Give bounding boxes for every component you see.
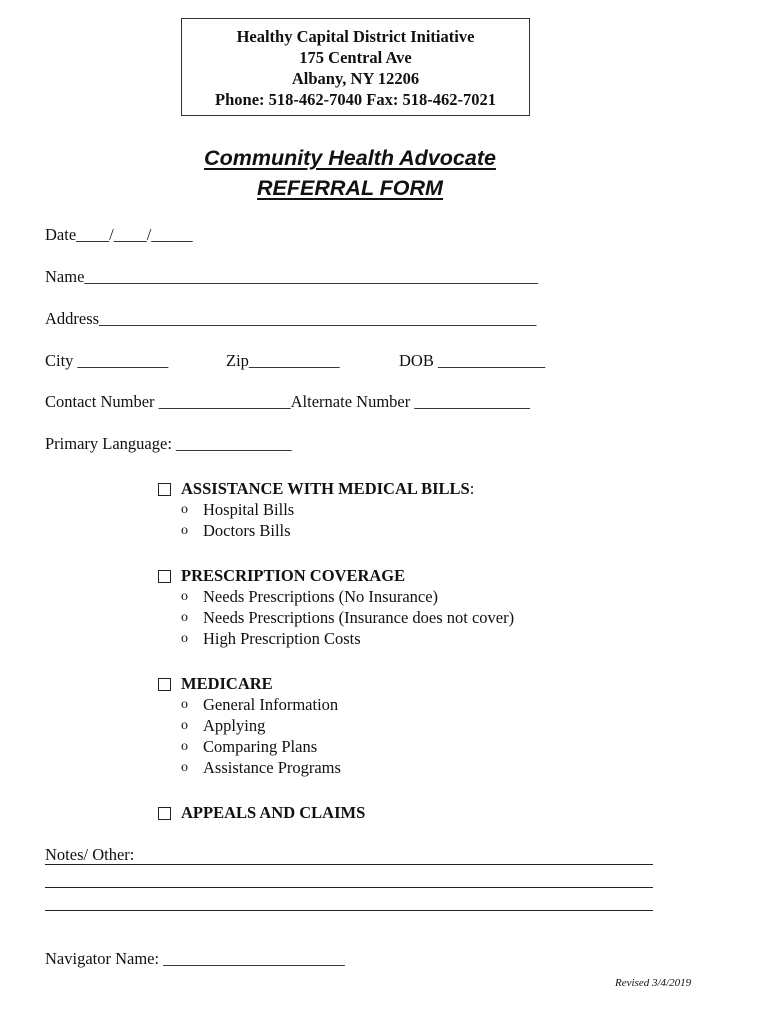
bullet-marker: o <box>181 523 188 538</box>
zip-field[interactable]: Zip___________ <box>226 351 340 370</box>
section-item-label: High Prescription Costs <box>203 629 361 648</box>
section-0-checkbox[interactable] <box>158 483 171 496</box>
notes-line-2[interactable] <box>45 887 653 888</box>
notes-label: Notes/ Other: <box>45 845 135 864</box>
bullet-marker: o <box>181 589 188 604</box>
primary-language-field[interactable]: Primary Language: ______________ <box>45 434 292 453</box>
bullet-marker: o <box>181 697 188 712</box>
section-item-label: Hospital Bills <box>203 500 295 519</box>
revised-date: Revised 3/4/2019 <box>615 977 692 989</box>
form-subtitle: REFERRAL FORM <box>257 176 443 200</box>
section-item-label: Doctors Bills <box>203 521 291 540</box>
section-2-header <box>158 674 273 694</box>
section-item-label: Comparing Plans <box>203 737 318 756</box>
section-0-item <box>181 521 291 541</box>
organization-header-box <box>181 18 530 116</box>
section-3-header <box>158 803 365 823</box>
navigator-name-field[interactable]: Navigator Name: ______________________ <box>45 949 345 968</box>
bullet-marker: o <box>181 760 188 775</box>
section-2-item <box>181 716 265 736</box>
section-1-item <box>181 608 514 628</box>
section-1-header <box>158 566 405 586</box>
city-field[interactable]: City ___________ <box>45 351 169 370</box>
section-item-label: Needs Prescriptions (No Insurance) <box>203 587 439 606</box>
section-label: ASSISTANCE WITH MEDICAL BILLS <box>181 479 470 498</box>
section-2-item <box>181 737 317 757</box>
bullet-marker: o <box>181 610 188 625</box>
section-item-label: Assistance Programs <box>203 758 341 777</box>
section-item-label: Applying <box>203 716 266 735</box>
section-3-checkbox[interactable] <box>158 807 171 820</box>
dob-field[interactable]: DOB _____________ <box>399 351 546 370</box>
section-label: PRESCRIPTION COVERAGE <box>181 566 406 585</box>
section-0-header <box>158 479 474 499</box>
contact-number-field[interactable]: Contact Number ________________Alternate Number ______________ <box>45 392 530 411</box>
org-city: Albany, NY 12206 <box>291 69 420 88</box>
section-item-label: Needs Prescriptions (Insurance does not cover) <box>203 608 515 627</box>
bullet-marker: o <box>181 502 188 517</box>
form-title: Community Health Advocate <box>204 146 496 170</box>
notes-line-3[interactable] <box>45 910 653 911</box>
org-street: 175 Central Ave <box>299 48 412 67</box>
section-label: MEDICARE <box>181 674 273 693</box>
section-1-item <box>181 587 438 607</box>
section-2-item <box>181 758 341 778</box>
section-2-checkbox[interactable] <box>158 678 171 691</box>
date-field[interactable]: Date____/____/_____ <box>45 225 193 244</box>
org-phone-fax: Phone: 518-462-7040 Fax: 518-462-7021 <box>215 90 496 109</box>
section-label: APPEALS AND CLAIMS <box>181 803 366 822</box>
section-1-item <box>181 629 361 649</box>
section-2-item <box>181 695 338 715</box>
section-1-checkbox[interactable] <box>158 570 171 583</box>
org-name: Healthy Capital District Initiative <box>236 27 475 46</box>
section-0-item <box>181 500 294 520</box>
address-field[interactable]: Address_____________________________________________________ <box>45 309 537 328</box>
bullet-marker: o <box>181 718 188 733</box>
section-item-label: General Information <box>203 695 339 714</box>
name-field[interactable]: Name_______________________________________________________ <box>45 267 539 286</box>
notes-line-1[interactable] <box>45 864 653 865</box>
bullet-marker: o <box>181 739 188 754</box>
section-label-suffix: : <box>469 479 475 498</box>
bullet-marker: o <box>181 631 188 646</box>
